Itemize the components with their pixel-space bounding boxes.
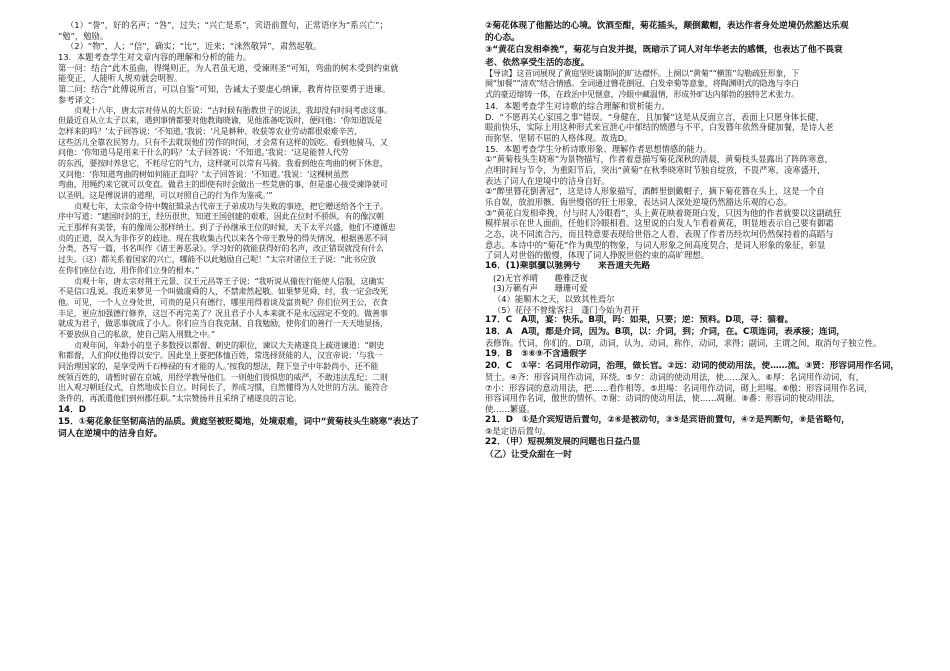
text-line: 了词人对世俗的傲慢，体现了词人挣脱世俗约束的高旷理想。: [485, 250, 710, 261]
text-line: 第二问：结合“此傅说所言，可以自鉴”可知，告诫太子要虚心纳谏，教育侍臣要勇于进谏。: [58, 84, 391, 95]
text-line: 就成为君子，做恶事就成了小人。你们应当自我克制、自我勉励，使你们的善行一天天地显扬，: [58, 319, 388, 329]
text-line: （5）花径不曾缘客扫 蓬门今始为君开: [493, 304, 640, 315]
text-line: 分类，各写一篇，书名叫作《诸王善恶录》。学习好的就能获得好的名声，改正错误就没有什么: [58, 244, 384, 254]
text-line: 14．D: [58, 404, 86, 415]
text-line: 19．B ⑤⑥⑨不含通假字: [485, 349, 587, 360]
text-line: 贞观七年，太宗命令侍中魏征辑录古代帝王子弟成功与失败的事迹，把它赠送给各个王子。: [74, 201, 388, 211]
left-column: [58, 20, 454, 660]
text-line: (2)无官养晴 趣雅泛夜: [493, 272, 588, 283]
text-line: （2）“物”，人；“信”，确实；“比”，近来；“涞然敬异”，肃然起敬。: [66, 41, 322, 52]
text-line: ②“醉里簪花倒著冠”，这是诗人形象描写，酒醉里倒戴帽子，摘下菊花簪在头上，这是一个自: [485, 186, 825, 197]
text-line: 意志。本诗中的“菊花”作为典型的物象，与词人形象之间高度契合，是词人形象的象征，彰显: [485, 239, 826, 250]
text-line: ⑨是定语后置句。: [485, 426, 551, 437]
text-line: ③“黄花白发相牵挽”，菊花与白发并提，既暗示了词人对年华老去的感慨，也表达了他不畏衰: [485, 45, 843, 56]
text-line: 不要放纵自己的私欲，使自己陷入刑戮之中。”: [58, 329, 215, 339]
text-line: 14．本题考查学生对诗歌的综合理解和赏析能力。: [485, 100, 670, 111]
text-line: 式的豪迈熔铸一体，在政治中见惬意，冷眼中藏温情，形成外旷达内郁勃的独特艺术张力。: [485, 90, 799, 100]
text-line: ①“黄菊枝头生晓寒”为景物描写，作者着意描写菊花深秋的清晨，黄菊枝头显露出了阵阵寒意，: [485, 154, 833, 165]
text-line: （1）“誉”，好的名声；“咎”，过失；“兴亡是系”，宾语前置句，正常语序为“系兴亡”；: [66, 20, 388, 30]
text-line: 丰足，更应加强德行修养，这岂不再完美了？况且君子小人本来就不是永远固定不变的。做善事: [58, 308, 388, 318]
text-line: 以圣明。这是傅说讲的道理，可以对照自己的行为作为鉴戒。’”: [58, 191, 273, 200]
text-line: 过失。（这）都关系着国家的兴亡，哪能不以此勉励自己呢！”太宗对诸位王子说：“此书应放: [58, 255, 376, 265]
text-line: 不是信口乱说。我近来梦见一个叫做虞舜的人，不禁肃然起敬。如果梦见舜、纣，我一定会改死: [58, 287, 388, 297]
text-line: 15．①菊花象征坚韧高洁的品质。黄庭坚被贬蜀地，处境艰难，词中“黄菊枝头生晓寒”表达了: [58, 417, 419, 428]
text-line: 22．（甲）短视频发展的问题也日益凸显: [485, 437, 641, 447]
text-line: 统领百姓的，请暂时留在京城，用经学教导他们。一则他们畏惧您的威严，不敢违法乱纪；二则: [58, 372, 388, 382]
text-line: 之态，决不同流合污，而且特意要表现给世俗之人看，表现了作者历经坎坷仍然保持着的高蹈与: [485, 229, 834, 240]
text-line: 的心态。: [485, 33, 520, 44]
text-line: 老、依然享受生活的态度。: [485, 57, 590, 68]
text-line: 15．本题考查学生分析诗歌形象、理解作者思想情感的能力。: [485, 143, 712, 154]
text-line: 能变正，人能听人规劝就会明智。: [58, 73, 183, 84]
text-line: “勉”，勉励。: [58, 30, 109, 41]
text-line: ③“黄花白发相牵挽，付与时人冷眼看”，头上黄花映着斑斑白发，只因为他的作者就要以这副疏狂: [485, 207, 842, 218]
text-line: 词人在逆境中的洁身自好。: [58, 429, 163, 440]
text-line: 形容词用作名词，傲世的情怀。⑦谢：动词的使动用法，使……凋谢。⑧番：形容词的使动用法，: [485, 393, 841, 404]
text-line: 使……繁盛。: [485, 404, 535, 415]
text-line: 但最近自从立太子以来，遇到事情都要对他教诲晓谕，见他准备吃饭时，便问他：‘你知道饭是: [58, 116, 383, 126]
text-line: 贞观年间，年龄小的皇子多数授以都督、刺史的职位，谏议大夫褚遂良上疏进谏道：“刺史: [74, 340, 385, 350]
text-line: 参考译文：: [58, 94, 100, 105]
text-line: （乙）让受众甜在一时: [485, 449, 572, 460]
text-line: 序中写道：“建国时封的王，经历很世，知道王国创建的艰难，因此在位时不骄纵。有的像汉朝: [58, 212, 384, 222]
text-line: 17．C A项，宴：快乐。B项，吗：如果，只要；逆：预料。D项，寻：循着。: [485, 315, 794, 326]
text-line: 点明时间与节令，为重阳节后，突出“黄菊”在秋季晓寒时节独自绽放，不畏严寒，凌寒盛开，: [485, 164, 826, 175]
text-line: 出入观习朝廷仪式，自然地成长自立。时间长了，养成习惯，自然懂得为人处世的方法。能符合: [58, 383, 388, 393]
text-line: 和都督，人们仰仗他得以安宁。因此皇上要把体恤百姓，常选择贤能的人，汉宣帝说：‘与我一: [58, 351, 383, 361]
text-line: 13．本题考查学生对文章内容的理解和分析的能力。: [58, 52, 252, 63]
text-line: 贤士。④齐：形容词用作动词，环绕。⑤夕：动词的使动用法，使……深入。⑥厚：名词用作动词，有，: [485, 372, 865, 383]
text-line: 乐自娱，放浪形骸、侮世慢俗的狂士形象，表达词人深处逆境仍然豁达乐观的心态。: [485, 197, 792, 207]
text-line: 问他：‘你知道马是用来干什么的吗？’太子回答说：‘不知道。’我说：‘这是能替人代劳: [58, 148, 349, 158]
text-line: 弯曲，用绳约来它就可以变直。做君主的即使有时会做出一些荒唐的事，但是虚心接受谏诤就可: [58, 180, 388, 190]
text-line: 16．(1)乘骐骥以驰骋兮 来吾道夫先路: [485, 261, 651, 272]
text-line: 在你们座位右边，用作你们立身的根本。”: [58, 265, 200, 275]
text-line: ⑦小：形容词的意动用法，把……看作相等。⑤坦埸：名词用作动词，砌上坦埸。⑥傲：形容词用作名词，: [485, 382, 873, 393]
text-line: 又问他：‘你知道弯曲的树如何能正直吗？’太子回答说：‘不知道。’我说：‘这棵树虽然: [58, 169, 349, 179]
text-line: 而弥坚、坚韧不屈的人格体现。故选D。: [485, 132, 633, 143]
text-line: 表修饰。代词，你们的。D项，动词，认为，动词，称作，动词，求得；副词，主谓之间，取消句子独立性。: [485, 338, 882, 349]
text-line: 贞的正道，误入为非作歹的歧途。现在我收集古代以来各个帝王教导的得失情况，根据善恶不同: [58, 233, 388, 243]
text-line: 21．D ①是介宾短语后置句，②⑥是被动句，③⑤是宾语前置句，④⑦是判断句，⑧是省略句，: [485, 414, 850, 425]
text-line: 这些活儿全靠农民努力。只有不去耽误他们劳作的时间，才会常有这样的饭吃。看到他骑马，又: [58, 137, 388, 147]
text-line: D．“不愿再关心家国之事”错误。“身健在，且加餐”这是从反面立言，表面上只愿身体长健，: [485, 111, 824, 122]
text-line: ②菊花体现了他豁达的心境。饮酒至酣，菊花插头，颠倒戴帽，表达作者身处逆境仍然豁达乐观: [485, 21, 849, 31]
right-column: [485, 20, 903, 660]
text-line: 元王那样有美誉，有的像周公那样纳士。到了子孙继承王位的时候，天下太平兴盛，他们不遵循忠: [58, 223, 396, 233]
text-line: 阕“加餐”“清欢”结合情感。全词通过簪花倒冠、白发牵菊等意象，将陶渊明式的隐逸与李白: [485, 79, 800, 89]
text-line: 眼前快乐，实际上用这种形式来宣泄心中郁结的愤懑与不平，白发簪年依然身健加餐，是诗人老: [485, 122, 834, 133]
text-line: 贞观十年，唐太宗对荆王元景、汉王元昌等王子说：“我听说从僮佐行能使人信服，这确实: [74, 276, 385, 286]
text-line: 模样展示在世人面前，任他们冷眼相看。这里说的白发人乍看着黄花，明显地表示自己要有御霜: [485, 218, 834, 229]
text-line: 第一问：结合“此木虽曲，得绳则正，为人君虽无道，受谏则圣”可知，弯曲的树木受到约束就: [58, 62, 399, 73]
text-line: 怎样来的吗？’太子回答说：‘不知道。’我说：‘凡是耕种、收获等农业劳动都很艰难辛苦，: [58, 126, 362, 136]
text-line: （4）能顺木之天，以致其性焉尔: [493, 294, 615, 304]
text-line: (3)万籁有声 珊珊可爱: [493, 283, 588, 294]
text-line: 他。可见，一个人立身处世，可贵的是只有德行，哪里用得着谈及富贵呢？你们位列王公，衣食: [58, 297, 388, 307]
text-line: 表达了词人在逆境中的洁身自好。: [485, 175, 610, 186]
text-line: 20．C ①宰：名词用作动词，治理，做长官。②远：动词的使动用法，使……流。③贤：形容词用作名词，: [485, 360, 900, 371]
text-line: 贞观十八年，唐太宗对侍从的大臣说：“古时候有胎教世子的说法，我却没有时间考虑这事。: [74, 105, 392, 115]
text-line: 【导读】这首词展现了黄庭坚贬谪期间的旷达襟怀。上阕以“黄菊”“横笛”勾勒疏狂形象，下: [485, 68, 800, 78]
text-line: 的东西，要按时养息它，不耗尽它的气力，这样就可以常有马骑。我看到他在弯曲的树下休息，: [58, 158, 388, 168]
text-line: 条件的，再派遣他们到州郡任职。”太宗赞扬并且采纳了褚遂良的言论。: [58, 394, 302, 404]
text-line: 18．A A项，都是介词，因为。B项，以：介词，到；介词，在。C项连词，表承接；连词，: [485, 326, 845, 337]
text-line: 同治理国家的，是享受两千石棒禄的有才能的人。’按我的想法，陛下皇子中年龄尚小，还不能: [58, 362, 379, 371]
